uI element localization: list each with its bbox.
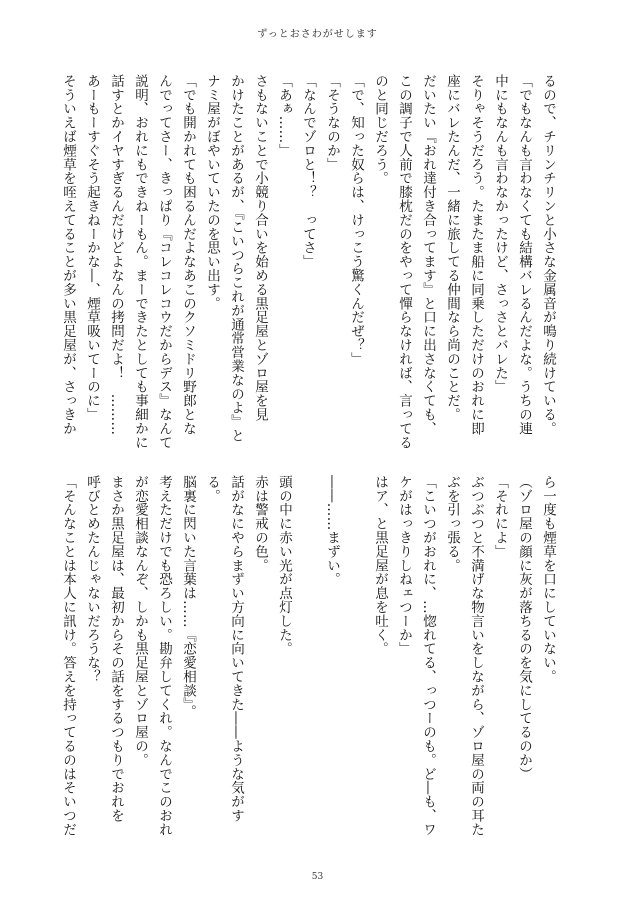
text-line: が恋愛相談なんぞ、しかも黒足屋とゾロ屋の。 (132, 475, 148, 767)
text-line (296, 475, 320, 855)
text-line: かけたことがあるが、『こいつらこれが通常営業なのよ』と (228, 74, 244, 443)
text-line: 赤は警戒の色。 (252, 475, 268, 573)
text-line: 「でもなんも言わなくても結構バレるんだよな。うちの連 (516, 74, 532, 436)
text-line: 「でも開かれても困るんだよなあこのクソミドリ野郎とな (180, 74, 196, 436)
text-line: ――……まずい。 (324, 475, 340, 587)
text-line: 「こいつがおれに、…惚れてる、っつーのも。ど―も、ワ (420, 475, 436, 837)
text-line: （ゾロ屋の顔に灰が落ちるのを気にしてるのか） (516, 475, 532, 781)
text-line: 「なんでゾロと！？ ってさ」 (300, 74, 316, 269)
text-line: だいたい『おれ達付き合ってます』と口に出さなくても、 (420, 74, 436, 436)
text-line: 脳裏に閃いた言葉は……『恋愛相談』。 (180, 475, 196, 719)
text-line: あーもーすぐそう起きねーかな―、煙草吸いてーのに」 (84, 74, 100, 422)
text-line: 「そうなのか」 (324, 74, 340, 172)
text-line: そりゃそうだろう。たまたま船に同乗しただけのおれに即 (468, 74, 484, 436)
text-line: さもないことで小競り合いを始める黒足屋とゾロ屋を見 (252, 74, 268, 422)
text-line: ぶつぶつと不満げな物言いをしながら、ゾロ屋の両の耳た (468, 475, 484, 837)
text-line (344, 475, 368, 855)
text-line: ぶを引っ張る。 (444, 475, 460, 573)
text-line: ナミ屋がぼやいていたのを思い出す。 (204, 74, 220, 311)
text-line: 呼びとめたんじゃないだろうな？ (84, 475, 100, 684)
text-line: ケがはっきりしねェつーか」 (396, 475, 412, 656)
page-header-title: ずっとおさわがせします (257, 29, 378, 40)
text-line: る。 (204, 475, 220, 503)
page-number: 53 (311, 872, 324, 882)
lower-text-column (60, 475, 560, 855)
text-line: 中にもなんも言わなかったけど、さっさとバレた」 (492, 74, 508, 394)
text-line: はア、と黒足屋が息を吐く。 (372, 475, 388, 656)
text-line: 「で、知った奴らは、けっこう驚くんだぜ？」 (348, 74, 364, 366)
text-line: 話すとかイヤすぎるんだけどよなんの拷問だよ！ ……… (108, 74, 124, 436)
text-line: 頭の中に赤い光が点灯した。 (276, 475, 292, 656)
text-line: 「そんなことは本人に訊け。答えを持ってるのはそいつだ (60, 475, 76, 837)
text-line: るので、チリンチリンと小さな金属音が鳴り続けている。 (540, 74, 556, 436)
text-line: そういえば煙草を咥えてることが多い黒足屋が、さっきか (60, 74, 76, 436)
text-line: 説明、おれにもできねーもん。まーできたとしても事細かに (132, 74, 148, 450)
text-line: ら一度も煙草を口にしていない。 (540, 475, 556, 684)
text-line: まさか黒足屋は、最初からその話をするつもりでおれを (108, 475, 124, 823)
text-line: この調子で人前で膝枕だのをやって憚らなければ、言ってる (396, 74, 412, 450)
text-line: 座にバレたんだ、一緒に旅してる仲間なら尚のことだ。 (444, 74, 460, 422)
upper-text-column (60, 74, 560, 450)
text-line: 「あぁ……」 (276, 74, 292, 158)
text-line: のと同じだろう。 (372, 74, 388, 186)
text-line: 考えただけでも恐ろしい。勘弁してくれ。なんでこのおれ (156, 475, 172, 837)
text-line: 話がなにやらまずい方向に向いてきた――ような気がす (228, 475, 244, 823)
text-line: んでってさー、きっぱり『コレコレコウだからデス』なんて (156, 74, 172, 450)
text-line: 「それによ」 (492, 475, 508, 559)
